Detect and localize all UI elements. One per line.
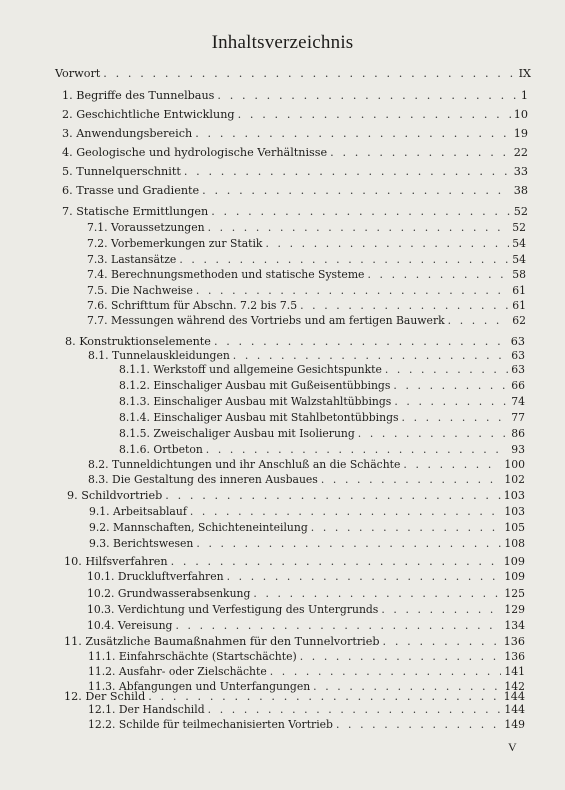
- leader-dots: [238, 108, 511, 121]
- entry-label: 12.2. Schilde für teilmechanisierten Vortrieb: [88, 718, 333, 731]
- entry-page: 144: [503, 690, 525, 703]
- leader-dots: [206, 443, 508, 456]
- entry-label: 10.1. Druckluftverfahren: [87, 570, 224, 583]
- toc-entry[interactable]: [55, 67, 531, 80]
- toc-entry[interactable]: [87, 314, 526, 327]
- entry-page: 54: [512, 253, 526, 266]
- leader-dots: [336, 718, 501, 731]
- entry-page: 100: [504, 458, 525, 471]
- leader-dots: [211, 205, 511, 218]
- leader-dots: [300, 299, 509, 312]
- entry-page: 103: [503, 489, 525, 502]
- entry-page: 144: [504, 703, 525, 716]
- toc-entry[interactable]: [119, 379, 525, 392]
- entry-page: 129: [504, 603, 525, 616]
- leader-dots: [148, 690, 500, 703]
- entry-label: 11.2. Ausfahr- oder Zielschächte: [88, 665, 267, 678]
- leader-dots: [195, 127, 511, 140]
- entry-page: 61: [512, 284, 526, 297]
- entry-page: 125: [504, 587, 525, 600]
- leader-dots: [208, 703, 502, 716]
- toc-entry[interactable]: [87, 284, 526, 297]
- leader-dots: [393, 379, 508, 392]
- entry-page: 136: [504, 650, 525, 663]
- entry-label: 7.5. Die Nachweise: [87, 284, 193, 297]
- entry-label: 12.1. Der Handschild: [88, 703, 205, 716]
- entry-label: 7. Statische Ermittlungen: [62, 205, 209, 218]
- entry-label: 8.1.2. Einschaliger Ausbau mit Gußeisentübbings: [119, 379, 391, 392]
- toc-entry[interactable]: [87, 603, 525, 616]
- entry-page: 108: [504, 537, 525, 550]
- leader-dots: [383, 635, 501, 648]
- leader-dots: [179, 253, 509, 266]
- leader-dots: [385, 363, 508, 376]
- toc-entry[interactable]: [87, 587, 525, 600]
- leader-dots: [202, 184, 511, 197]
- leader-dots: [103, 67, 515, 80]
- entry-page: 86: [511, 427, 525, 440]
- toc-entry[interactable]: [87, 221, 526, 234]
- entry-page: 93: [511, 443, 525, 456]
- entry-label: 9.1. Arbeitsablauf: [89, 505, 187, 518]
- entry-label: 9.2. Mannschaften, Schichteneinteilung: [89, 521, 308, 534]
- leader-dots: [300, 650, 502, 663]
- entry-label: Vorwort: [55, 67, 101, 80]
- entry-label: 7.3. Lastansätze: [87, 253, 177, 266]
- page-number: V: [508, 740, 517, 754]
- leader-dots: [265, 237, 509, 250]
- entry-label: 6. Trasse und Gradiente: [62, 184, 200, 197]
- entry-page: 1: [520, 89, 528, 102]
- toc-entry[interactable]: [87, 237, 526, 250]
- entry-label: 8.1. Tunnelauskleidungen: [88, 349, 230, 362]
- entry-label: 7.4. Berechnungsmethoden und statische Systeme: [87, 268, 365, 281]
- toc-entry[interactable]: [87, 253, 526, 266]
- toc-entry[interactable]: [62, 205, 528, 218]
- entry-page: 141: [504, 665, 525, 678]
- toc-entry[interactable]: [88, 703, 525, 716]
- toc-entry[interactable]: [88, 458, 525, 471]
- toc-entry[interactable]: [87, 570, 525, 583]
- entry-label: 5. Tunnelquerschnitt: [62, 165, 181, 178]
- leader-dots: [184, 165, 511, 178]
- entry-page: 77: [511, 411, 525, 424]
- leader-dots: [217, 89, 517, 102]
- page-title: Inhaltsverzeichnis: [211, 32, 354, 53]
- entry-page: 61: [512, 299, 526, 312]
- entry-label: 8.2. Tunneldichtungen und ihr Anschluß an die Schächte: [88, 458, 401, 471]
- entry-label: 10.4. Vereisung: [87, 619, 173, 632]
- entry-page: 142: [504, 680, 525, 693]
- toc-entry[interactable]: [64, 555, 525, 568]
- toc-entry[interactable]: [89, 505, 525, 518]
- toc-entry[interactable]: [64, 690, 525, 703]
- toc-entry[interactable]: [87, 299, 526, 312]
- entry-page: 109: [504, 570, 525, 583]
- leader-dots: [214, 335, 508, 348]
- entry-label: 9.3. Berichtswesen: [89, 537, 194, 550]
- entry-page: 102: [504, 473, 525, 486]
- leader-dots: [196, 537, 501, 550]
- leader-dots: [402, 411, 509, 424]
- entry-label: 7.2. Vorbemerkungen zur Statik: [87, 237, 263, 250]
- toc-entry[interactable]: [87, 619, 525, 632]
- leader-dots: [394, 395, 508, 408]
- entry-page: 63: [510, 335, 525, 348]
- leader-dots: [403, 458, 501, 471]
- toc-entry[interactable]: [88, 718, 525, 731]
- toc-entry[interactable]: [64, 635, 525, 648]
- entry-page: 54: [512, 237, 526, 250]
- entry-label: 10.3. Verdichtung und Verfestigung des Untergrunds: [87, 603, 379, 616]
- entry-page: IX: [518, 67, 531, 80]
- entry-page: 149: [504, 718, 525, 731]
- entry-page: 136: [503, 635, 525, 648]
- toc-entry[interactable]: [62, 89, 528, 102]
- leader-dots: [253, 587, 501, 600]
- entry-label: 12. Der Schild: [64, 690, 146, 703]
- leader-dots: [171, 555, 501, 568]
- leader-dots: [227, 570, 502, 583]
- entry-label: 11.1. Einfahrschächte (Startschächte): [88, 650, 297, 663]
- leader-dots: [270, 665, 502, 678]
- toc-entry[interactable]: [65, 335, 525, 348]
- entry-label: 10.2. Grundwasserabsenkung: [87, 587, 251, 600]
- toc-entry[interactable]: [67, 489, 525, 502]
- entry-page: 10: [513, 108, 528, 121]
- toc-entry[interactable]: [88, 650, 525, 663]
- entry-page: 52: [512, 221, 526, 234]
- entry-label: 8.1.5. Zweischaliger Ausbau mit Isolierung: [119, 427, 355, 440]
- leader-dots: [358, 427, 508, 440]
- leader-dots: [233, 349, 508, 362]
- entry-page: 74: [511, 395, 525, 408]
- entry-page: 52: [513, 205, 528, 218]
- toc-entry[interactable]: [62, 146, 528, 159]
- leader-dots: [165, 489, 500, 502]
- entry-label: 8.1.1. Werkstoff und allgemeine Gesichtspunkte: [119, 363, 382, 376]
- leader-dots: [208, 221, 510, 234]
- leader-dots: [190, 505, 502, 518]
- leader-dots: [448, 314, 510, 327]
- toc-entry[interactable]: [62, 108, 528, 121]
- entry-page: 103: [504, 505, 525, 518]
- toc-entry[interactable]: [119, 363, 525, 376]
- entry-label: 8.1.6. Ortbeton: [119, 443, 203, 456]
- entry-page: 66: [511, 379, 525, 392]
- entry-label: 10. Hilfsverfahren: [64, 555, 168, 568]
- entry-label: 9. Schildvortrieb: [67, 489, 163, 502]
- toc-entry[interactable]: [119, 395, 525, 408]
- entry-page: 62: [512, 314, 526, 327]
- toc-entry[interactable]: [119, 411, 525, 424]
- toc-entry[interactable]: [88, 665, 525, 678]
- toc-entry[interactable]: [88, 349, 525, 362]
- toc-entry[interactable]: [89, 537, 525, 550]
- entry-page: 134: [504, 619, 525, 632]
- leader-dots: [367, 268, 509, 281]
- entry-label: 2. Geschichtliche Entwicklung: [62, 108, 235, 121]
- entry-label: 3. Anwendungsbereich: [62, 127, 193, 140]
- entry-page: 63: [511, 363, 525, 376]
- leader-dots: [311, 521, 502, 534]
- toc-entry[interactable]: [119, 443, 525, 456]
- toc-entry[interactable]: [119, 427, 525, 440]
- toc-entry[interactable]: [62, 165, 528, 178]
- entry-label: 8.1.4. Einschaliger Ausbau mit Stahlbetontübbings: [119, 411, 399, 424]
- entry-page: 58: [512, 268, 526, 281]
- entry-page: 38: [513, 184, 528, 197]
- leader-dots: [175, 619, 501, 632]
- entry-label: 8. Konstruktionselemente: [65, 335, 211, 348]
- entry-label: 4. Geologische und hydrologische Verhältnisse: [62, 146, 328, 159]
- entry-label: 11.3. Abfangungen und Unterfangungen: [88, 680, 311, 693]
- entry-label: 8.3. Die Gestaltung des inneren Ausbaues: [88, 473, 318, 486]
- entry-label: 7.1. Voraussetzungen: [87, 221, 205, 234]
- toc-entry[interactable]: [62, 184, 528, 197]
- leader-dots: [321, 473, 502, 486]
- toc-entry[interactable]: [87, 268, 526, 281]
- toc-entry[interactable]: [88, 473, 525, 486]
- leader-dots: [381, 603, 501, 616]
- entry-label: 7.7. Messungen während des Vortriebs und am fertigen Bauwerk: [87, 314, 445, 327]
- entry-page: 19: [513, 127, 528, 140]
- entry-page: 105: [504, 521, 525, 534]
- entry-page: 63: [511, 349, 525, 362]
- entry-label: 11. Zusätzliche Baumaßnahmen für den Tunnelvortrieb: [64, 635, 380, 648]
- entry-label: 1. Begriffe des Tunnelbaus: [62, 89, 215, 102]
- leader-dots: [330, 146, 511, 159]
- entry-label: 8.1.3. Einschaliger Ausbau mit Walzstahltübbings: [119, 395, 392, 408]
- leader-dots: [196, 284, 509, 297]
- entry-page: 109: [503, 555, 525, 568]
- entry-page: 33: [513, 165, 528, 178]
- entry-label: 7.6. Schrifttum für Abschn. 7.2 bis 7.5: [87, 299, 298, 312]
- toc-entry[interactable]: [89, 521, 525, 534]
- entry-page: 22: [513, 146, 528, 159]
- toc-entry[interactable]: [62, 127, 528, 140]
